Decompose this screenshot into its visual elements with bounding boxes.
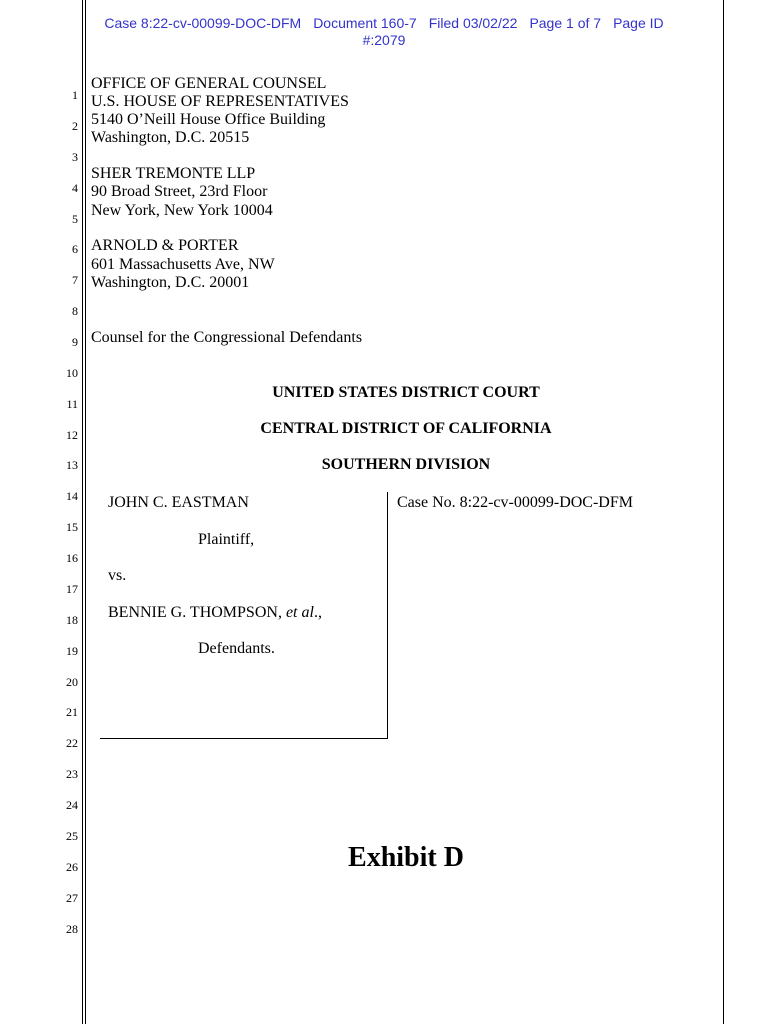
- line-number: 13: [66, 458, 78, 472]
- firm-address-line: 90 Broad Street, 23rd Floor: [91, 183, 268, 200]
- line-number: 3: [72, 150, 78, 164]
- counsel-address-line: 5140 O’Neill House Office Building: [91, 111, 326, 128]
- filed-date: Filed 03/02/22: [428, 15, 518, 31]
- left-margin-rule-1: [82, 0, 83, 1024]
- counsel-city-line: Washington, D.C. 20515: [91, 129, 250, 146]
- plaintiff-name: JOHN C. EASTMAN: [108, 494, 249, 511]
- page-id-label: Page ID: [613, 15, 664, 31]
- firm-name: SHER TREMONTE LLP: [91, 165, 256, 182]
- firm-city-line: New York, New York 10004: [91, 202, 273, 219]
- line-number: 19: [66, 644, 78, 658]
- firm-name: ARNOLD & PORTER: [91, 237, 239, 254]
- court-district: CENTRAL DISTRICT OF CALIFORNIA: [260, 420, 552, 437]
- right-margin-rule: [723, 0, 724, 1024]
- line-number: 14: [66, 489, 78, 503]
- page-id-number: #:2079: [362, 32, 406, 48]
- document-number: Document 160-7: [313, 15, 417, 31]
- line-number: 25: [66, 829, 78, 843]
- court-division: SOUTHERN DIVISION: [321, 456, 491, 473]
- counsel-role: Counsel for the Congressional Defendants: [91, 329, 363, 346]
- exhibit-label: Exhibit D: [348, 842, 464, 873]
- line-number: 23: [66, 767, 78, 781]
- page-count: Page 1 of 7: [529, 15, 602, 31]
- line-number: 2: [72, 119, 78, 133]
- line-number: 26: [66, 860, 78, 874]
- counsel-organization: U.S. HOUSE OF REPRESENTATIVES: [91, 93, 349, 110]
- defendant-name: [108, 604, 322, 622]
- line-number: 10: [66, 366, 78, 380]
- counsel-office-name: OFFICE OF GENERAL COUNSEL: [91, 75, 327, 92]
- left-margin-rule-2: [85, 0, 86, 1024]
- defendant-name-text: BENNIE G. THOMPSON,: [108, 604, 286, 621]
- line-number: 6: [72, 242, 78, 256]
- line-number: 28: [66, 922, 78, 936]
- line-number: 12: [66, 428, 78, 442]
- line-number: 11: [66, 397, 78, 411]
- versus-label: vs.: [108, 567, 127, 584]
- line-number: 24: [66, 798, 78, 812]
- firm-city-line: Washington, D.C. 20001: [91, 274, 250, 291]
- line-number: 1: [72, 88, 78, 102]
- line-number: 17: [66, 582, 78, 596]
- line-number: 15: [66, 520, 78, 534]
- line-number: 9: [72, 335, 78, 349]
- et-al-text: et al: [285, 604, 314, 621]
- line-number: 20: [66, 675, 78, 689]
- line-number: 8: [72, 304, 78, 318]
- defendant-name-suffix: .,: [313, 604, 322, 621]
- ecf-header: [84, 15, 684, 49]
- line-number: 4: [72, 181, 78, 195]
- line-number: 16: [66, 551, 78, 565]
- court-name: UNITED STATES DISTRICT COURT: [272, 384, 540, 401]
- plaintiff-role: Plaintiff,: [198, 531, 255, 548]
- case-number-header: Case 8:22-cv-00099-DOC-DFM: [104, 15, 302, 31]
- line-number: 22: [66, 736, 78, 750]
- line-number: 7: [72, 273, 78, 287]
- line-number: 5: [72, 212, 78, 226]
- line-number: 27: [66, 891, 78, 905]
- case-number: Case No. 8:22-cv-00099-DOC-DFM: [397, 494, 633, 511]
- firm-address-line: 601 Massachusetts Ave, NW: [91, 256, 275, 273]
- defendant-role: Defendants.: [198, 640, 275, 657]
- line-number: 21: [66, 705, 78, 719]
- line-number: 18: [66, 613, 78, 627]
